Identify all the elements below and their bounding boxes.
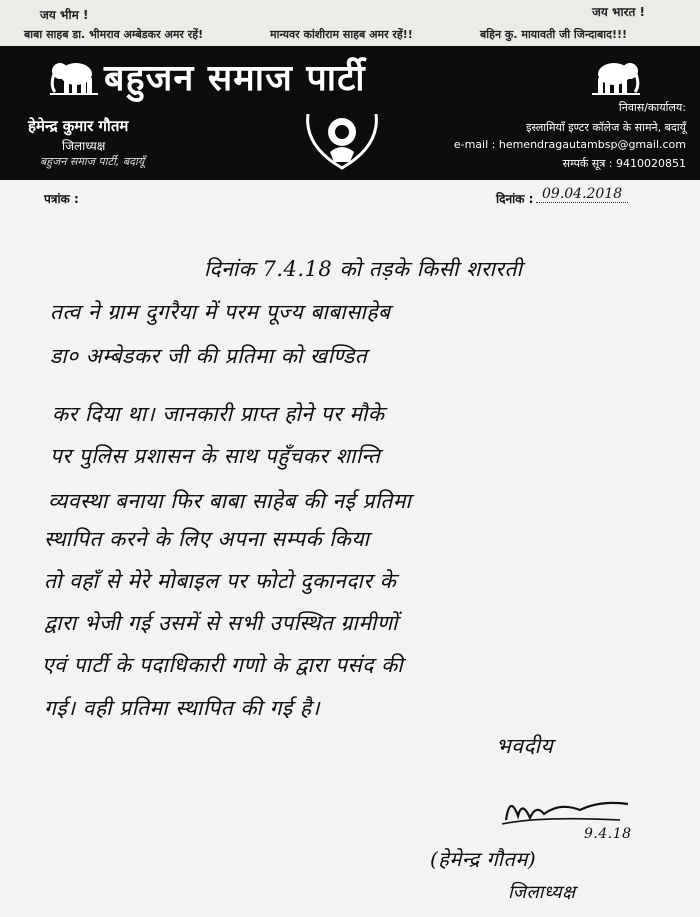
leader-designation: जिलाध्यक्ष [62,139,106,153]
address-label: निवास/कार्यालय: [618,101,686,114]
slogan-strip [0,0,700,46]
date-value: 09.04.2018 [536,186,628,203]
body-line: व्यवस्था बनाया फिर बाबा साहेब की नई प्रतिमा [48,489,412,513]
party-name: बहुजन समाज पार्टी [104,57,366,99]
leader-party-line: बहुजन समाज पार्टी, बदायूँ [40,155,145,168]
slogan-jai-bhim: जय भीम ! [40,8,89,22]
body-line: गई। वही प्रतिमा स्थापित की गई है। [44,696,321,720]
email-address: e-mail : hemendragautambsp@gmail.com [453,138,686,151]
body-line: तो वहाँ से मेरे मोबाइल पर फोटो दुकानदार के [44,569,397,593]
signer-title: जिलाध्यक्ष [508,882,576,903]
phone-number: सम्पर्क सूत्र : 9410020851 [562,157,686,170]
body-line: स्थापित करने के लिए अपना सम्पर्क किया [44,527,370,551]
letterhead-banner [0,46,700,180]
closing-line: भवदीय [496,734,554,758]
slogan-kanshiram: मान्यवर कांशीराम साहब अमर रहें!! [270,28,413,41]
leader-name: हेमेन्द्र कुमार गौतम [28,117,129,135]
slogan-mayawati: बहिन कु. मायावती जी जिन्दाबाद!!! [480,28,628,41]
slogan-ambedkar: बाबा साहब डा. भीमराव अम्बेडकर अमर रहें! [24,28,204,41]
reference-row [0,188,700,212]
date-label: दिनांक : [496,192,534,206]
slogan-jai-bharat: जय भारत ! [592,5,645,19]
ref-label: पत्रांक : [44,192,79,206]
elephant-icon [50,56,98,96]
body-line: पर पुलिस प्रशासन के साथ पहुँचकर शान्ति [50,444,381,468]
office-address: इस्लामियाँ इण्टर कॉलेज के सामने, बदायूँ [526,121,686,134]
body-line: डा० अम्बेडकर जी की प्रतिमा को खण्डित [50,344,368,368]
body-line: एवं पार्टी के पदाधिकारी गणो के द्वारा पसंद की [42,653,404,677]
signer-name: (हेमेन्द्र गौतम) [430,847,537,871]
body-line: द्वारा भेजी गई उसमें से सभी उपस्थित ग्रामीणों [44,611,398,635]
body-line: दिनांक 7.4.18 को तड़के किसी शरारती [204,257,523,281]
ambedkar-emblem-icon [300,106,384,172]
sign-date: 9.4.18 [584,826,632,842]
signature-mark [500,790,640,830]
elephant-icon [592,56,640,96]
body-line: तत्व ने ग्राम दुगरैया में परम पूज्य बाबासाहेब [50,300,391,324]
body-line: कर दिया था। जानकारी प्राप्त होने पर मौके [52,402,385,426]
